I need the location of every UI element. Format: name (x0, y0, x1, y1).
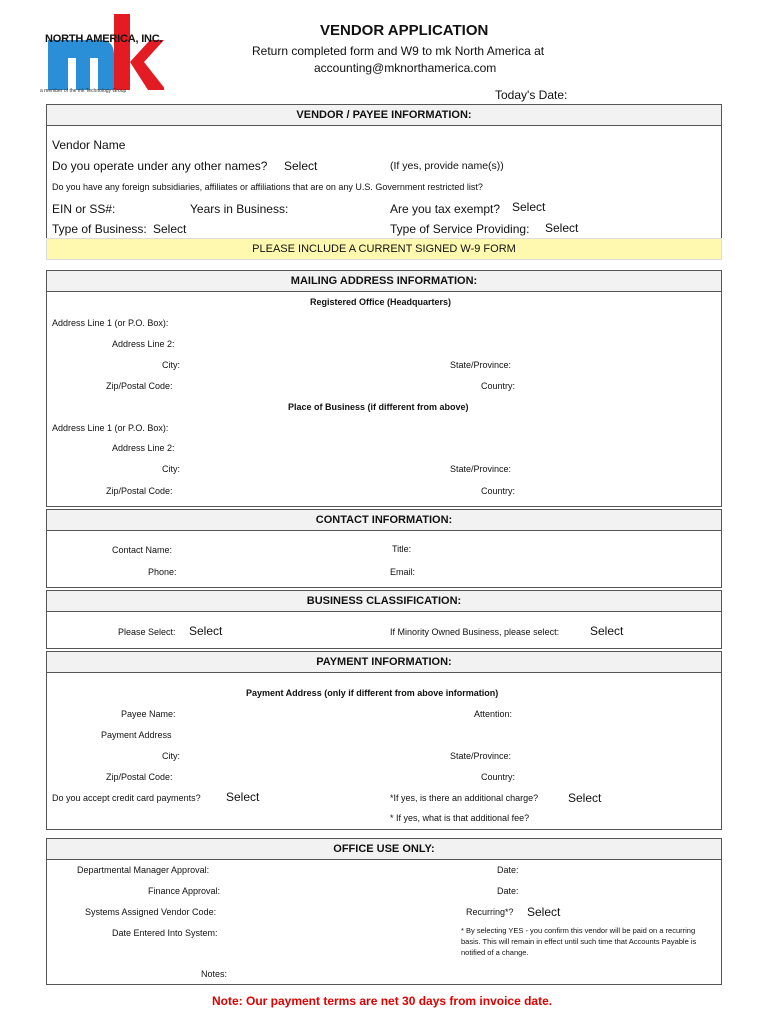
office-section-header: OFFICE USE ONLY: (46, 838, 722, 860)
place-of-business-title: Place of Business (if different from above) (288, 402, 469, 412)
additional-charge-label: *If yes, is there an additional charge? (390, 793, 539, 803)
pob-country-label: Country: (481, 486, 516, 496)
reg-state-label: State/Province: (450, 360, 512, 370)
recurring-select[interactable]: Select (527, 905, 561, 919)
type-of-business-label: Type of Business: (52, 222, 147, 236)
finance-date-label: Date: (497, 886, 519, 896)
registered-office-title: Registered Office (Headquarters) (310, 297, 452, 307)
classification-section-header: BUSINESS CLASSIFICATION: (46, 590, 722, 612)
type-of-service-label: Type of Service Providing: (390, 222, 530, 236)
minority-owned-select[interactable]: Select (590, 624, 624, 638)
return-instructions: Return completed form and W9 to mk North America at (252, 44, 545, 58)
todays-date-label: Today's Date: (495, 88, 568, 102)
pay-state-label: State/Province: (450, 751, 512, 761)
pay-country-label: Country: (481, 772, 516, 782)
additional-charge-select[interactable]: Select (568, 791, 602, 805)
recurring-disclaimer: * By selecting YES - you confirm this vendor will be paid on a recurring basis. This will remain in effect until such time that Accounts Payable is notified of a change. (461, 926, 697, 957)
credit-card-label: Do you accept credit card payments? (52, 793, 201, 803)
payee-name-label: Payee Name: (121, 709, 176, 719)
provide-names-hint: (If yes, provide name(s)) (390, 160, 504, 172)
logo-company-name: NORTH AMERICA, INC. (45, 33, 163, 45)
mk-logo (46, 14, 164, 92)
contact-section-box (46, 530, 722, 588)
logo-tagline: a member of the mk Technology Group (40, 88, 127, 94)
additional-fee-label: * If yes, what is that additional fee? (390, 813, 530, 823)
manager-approval-label: Departmental Manager Approval: (77, 865, 210, 875)
office-section-box (46, 859, 722, 985)
page-title: VENDOR APPLICATION (320, 22, 489, 39)
reg-zip-label: Zip/Postal Code: (106, 381, 173, 391)
years-in-business-label: Years in Business: (190, 202, 289, 216)
other-names-select[interactable]: Select (284, 159, 318, 173)
w9-notice-banner: PLEASE INCLUDE A CURRENT SIGNED W-9 FORM (46, 238, 722, 260)
notes-label: Notes: (201, 969, 228, 979)
contact-title-label: Title: (392, 544, 412, 554)
pob-zip-label: Zip/Postal Code: (106, 486, 173, 496)
ein-label: EIN or SS#: (52, 202, 116, 216)
finance-approval-label: Finance Approval: (148, 886, 221, 896)
pob-state-label: State/Province: (450, 464, 512, 474)
classification-select[interactable]: Select (189, 624, 223, 638)
payment-address-title: Payment Address (only if different from above information) (246, 688, 499, 698)
type-of-business-select[interactable]: Select (153, 222, 187, 236)
reg-address-line1-label: Address Line 1 (or P.O. Box): (52, 318, 169, 328)
vendor-code-label: Systems Assigned Vendor Code: (85, 907, 217, 917)
attention-label: Attention: (474, 709, 513, 719)
tax-exempt-label: Are you tax exempt? (390, 202, 501, 216)
pob-address-line2-label: Address Line 2: (112, 443, 175, 453)
type-of-service-select[interactable]: Select (545, 221, 579, 235)
payment-terms-note: Note: Our payment terms are net 30 days from invoice date. (212, 994, 553, 1008)
manager-date-label: Date: (497, 865, 519, 875)
accounting-email: accounting@mknorthamerica.com (314, 61, 497, 75)
pay-city-label: City: (162, 751, 180, 761)
contact-section-header: CONTACT INFORMATION: (46, 509, 722, 531)
date-entered-label: Date Entered Into System: (112, 928, 218, 938)
recurring-label: Recurring*? (466, 907, 514, 917)
reg-city-label: City: (162, 360, 180, 370)
please-select-label: Please Select: (118, 627, 176, 637)
vendor-name-label: Vendor Name (52, 138, 126, 152)
pob-city-label: City: (162, 464, 180, 474)
pay-zip-label: Zip/Postal Code: (106, 772, 173, 782)
payment-section-header: PAYMENT INFORMATION: (46, 651, 722, 673)
other-names-label: Do you operate under any other names? (52, 159, 268, 173)
contact-name-label: Contact Name: (112, 545, 173, 555)
pob-address-line1-label: Address Line 1 (or P.O. Box): (52, 423, 169, 433)
mailing-section-header: MAILING ADDRESS INFORMATION: (46, 270, 722, 292)
contact-email-label: Email: (390, 567, 416, 577)
reg-address-line2-label: Address Line 2: (112, 339, 175, 349)
payment-address-label: Payment Address (101, 730, 172, 740)
tax-exempt-select[interactable]: Select (512, 200, 546, 214)
credit-card-select[interactable]: Select (226, 790, 260, 804)
contact-phone-label: Phone: (148, 567, 177, 577)
foreign-subsidiaries-label: Do you have any foreign subsidiaries, affiliates or affiliations that are on any U.S. Government restricted list? (52, 182, 483, 192)
minority-owned-label: If Minority Owned Business, please select: (390, 627, 560, 637)
reg-country-label: Country: (481, 381, 516, 391)
vendor-section-header: VENDOR / PAYEE INFORMATION: (46, 104, 722, 126)
